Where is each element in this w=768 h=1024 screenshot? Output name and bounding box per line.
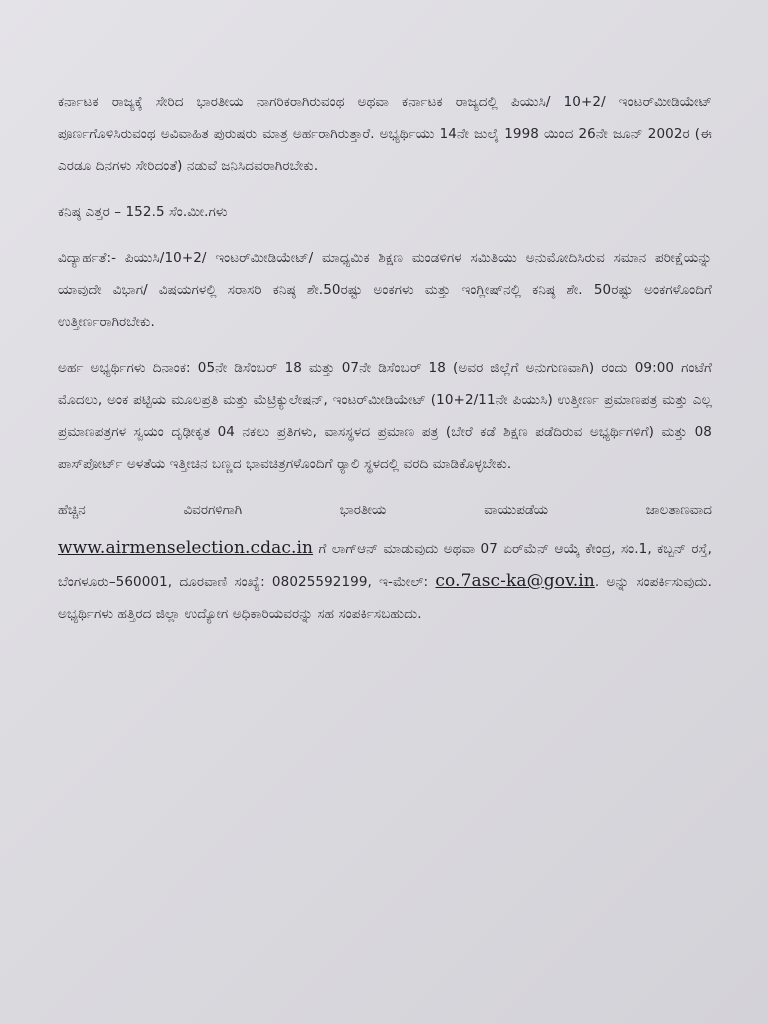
contact-paragraph bbox=[58, 494, 712, 630]
contact-middle-text: ಗೆ ಲಾಗ್‌ಆನ್ ಮಾಡುವುದು ಅಥವಾ 07 ಏರ್‌ಮೆನ್ ಆಯ್ಕೆ ಕೇಂದ್ರ, ಸಂ.1, ಕಬ್ಬನ್ ರಸ್ತೆ, ಬೆಂಗಳೂರು–560001, ದೂರವಾಣಿ ಸಂಖ್ಯೆ: 08025592199, ಇ-ಮೇಲ್: bbox=[58, 541, 712, 590]
contact-word: ಜಾಲತಾಣವಾದ bbox=[645, 502, 712, 518]
eligibility-paragraph: ಕರ್ನಾಟಕ ರಾಜ್ಯಕ್ಕೆ ಸೇರಿದ ಭಾರತೀಯ ನಾಗರಿಕರಾಗಿರುವಂಥ ಅಥವಾ ಕರ್ನಾಟಕ ರಾಜ್ಯದಲ್ಲಿ ಪಿಯುಸಿ/ 10+2/ ಇಂಟರ್‌ಮೀಡಿಯೇಟ್ ಪೂರ್ಣಗೊಳಿಸಿರುವಂಥ ಅವಿವಾಹಿತ ಪುರುಷರು ಮಾತ್ರ ಅರ್ಹರಾಗಿರುತ್ತಾರೆ. ಅಭ್ಯರ್ಥಿಯು 14ನೇ ಜುಲೈ 1998 ಯಿಂದ 26ನೇ ಜೂನ್ 2002ರ (ಈ ಎರಡೂ ದಿನಗಳು ಸೇರಿದಂತೆ) ನಡುವೆ ಜನಿಸಿದವರಾಗಿರಬೇಕು. bbox=[58, 94, 712, 174]
reporting-paragraph: ಅರ್ಹ ಅಭ್ಯರ್ಥಿಗಳು ದಿನಾಂಕ: 05ನೇ ಡಿಸೆಂಬರ್ 18 ಮತ್ತು 07ನೇ ಡಿಸೆಂಬರ್ 18 (ಅವರ ಜಿಲ್ಲೆಗೆ ಅನುಗುಣವಾಗಿ) ರಂದು 09:00 ಗಂಟೆಗೆ ಮೊದಲು, ಅಂಕ ಪಟ್ಟಿಯ ಮೂಲಪ್ರತಿ ಮತ್ತು ಮೆಟ್ರಿಕ್ಯುಲೇಷನ್, ಇಂಟರ್‌ಮೀಡಿಯೇಟ್ (10+2/11ನೇ ಪಿಯುಸಿ) ಉತ್ತೀರ್ಣ ಪ್ರಮಾಣಪತ್ರ ಮತ್ತು ಎಲ್ಲ ಪ್ರಮಾಣಪತ್ರಗಳ ಸ್ವಯಂ ದೃಢೀಕೃತ 04 ನಕಲು ಪ್ರತಿಗಳು, ವಾಸಸ್ಥಳದ ಪ್ರಮಾಣ ಪತ್ರ (ಬೇರೆ ಕಡೆ ಶಿಕ್ಷಣ ಪಡೆದಿರುವ ಅಭ್ಯರ್ಥಿಗಳಿಗೆ) ಮತ್ತು 08 ಪಾಸ್‌ಪೋರ್ಟ್ ಅಳತೆಯ ಇತ್ತೀಚಿನ ಬಣ್ಣದ ಭಾವಚಿತ್ರಗಳೊಂದಿಗೆ ರ‍್ಯಾಲಿ ಸ್ಥಳದಲ್ಲಿ ವರದಿ ಮಾಡಿಕೊಳ್ಳಬೇಕು. bbox=[58, 360, 712, 472]
contact-word: ವಾಯುಪಡೆಯ bbox=[484, 502, 549, 518]
contact-word: ವಿವರಗಳಿಗಾಗಿ bbox=[183, 502, 243, 518]
qualification-paragraph: ವಿದ್ಯಾರ್ಹತೆ:- ಪಿಯುಸಿ/10+2/ ಇಂಟರ್‌ಮೀಡಿಯೇಟ್/ ಮಾಧ್ಯಮಿಕ ಶಿಕ್ಷಣ ಮಂಡಳಿಗಳ ಸಮಿತಿಯು ಅನುಮೋದಿಸಿರುವ ಸಮಾನ ಪರೀಕ್ಷೆಯನ್ನು ಯಾವುದೇ ವಿಭಾಗ/ ವಿಷಯಗಳಲ್ಲಿ ಸರಾಸರಿ ಕನಿಷ್ಠ ಶೇ.50ರಷ್ಟು ಅಂಕಗಳು ಮತ್ತು ಇಂಗ್ಲೀಷ್‌ನಲ್ಲಿ ಕನಿಷ್ಠ ಶೇ. 50ರಷ್ಟು ಅಂಕಗಳೊಂದಿಗೆ ಉತ್ತೀರ್ಣರಾಗಿರಬೇಕು. bbox=[58, 250, 712, 330]
contact-word: ಹೆಚ್ಚಿನ bbox=[58, 502, 86, 518]
contact-body bbox=[58, 532, 712, 630]
website-link[interactable]: www.airmenselection.cdac.in bbox=[58, 538, 314, 558]
contact-first-line bbox=[58, 494, 712, 526]
contact-word: ಭಾರತೀಯ bbox=[339, 502, 387, 518]
contact-end-text: . ಅನ್ನು ಸಂಪರ್ಕಿಸುವುದು. ಅಭ್ಯರ್ಥಿಗಳು ಹತ್ತಿರದ ಜಿಲ್ಲಾ ಉದ್ಯೋಗ ಅಧಿಕಾರಿಯವರನ್ನು ಸಹ ಸಂಪರ್ಕಿಸಬಹುದು. bbox=[58, 574, 712, 622]
email-link[interactable]: co.7asc-ka@gov.in bbox=[435, 571, 595, 591]
minimum-height-line: ಕನಿಷ್ಠ ಎತ್ತರ – 152.5 ಸೆಂ.ಮೀ.ಗಳು bbox=[58, 204, 228, 220]
